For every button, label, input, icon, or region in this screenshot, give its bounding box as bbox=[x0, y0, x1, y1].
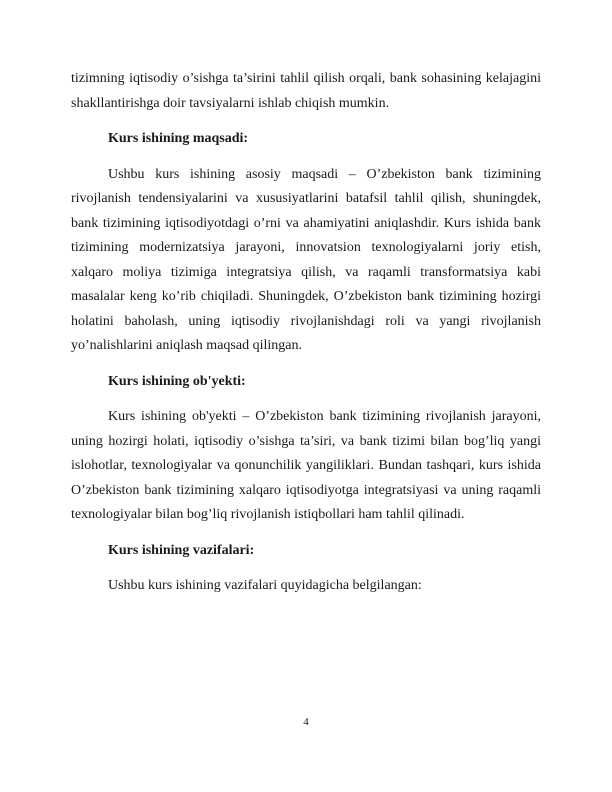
heading-goal: Kurs ishining maqsadi: bbox=[108, 131, 249, 146]
paragraph-tasks: Ushbu kurs ishining vazifalari quyidagicha belgilangan: bbox=[108, 578, 422, 593]
document-page bbox=[71, 67, 541, 610]
paragraph-goal: Ushbu kurs ishining asosiy maqsadi – O’zbekiston bank tizimining rivojlanish tendensiyalarini va xususiyatlarini batafsil tahlil qilish, shuningdek, bank tizimining iqtisodiyotdagi o’rni va ahamiyatini aniqlashdir. Kurs ishida bank tizimining modernizatsiya jarayoni, innovatsion texnologiyalarni joriy etish, xalqaro moliya tizimiga integratsiya qilish, va raqamli transformatsiya kabi masalalar keng ko’rib chiqiladi. Shuningdek, O’zbekiston bank tizimining hozirgi holatini baholash, uning iqtisodiy rivojlanishdagi roli va yangi rivojlanish yo’nalishlarini aniqlash maqsad qilingan. bbox=[71, 166, 541, 353]
page-number: 4 bbox=[303, 716, 309, 728]
heading-object: Kurs ishining ob'yekti: bbox=[108, 373, 246, 389]
paragraph-object: Kurs ishining ob'yekti – O’zbekiston bank tizimining rivojlanish jarayoni, uning hozirgi holati, iqtisodiy o’sishga ta’siri, va bank tizimi bilan bog’liq yangi islohotlar, texnologiyalar va qonunchilik yangiliklari. Bundan tashqari, kurs ishida O’zbekiston bank tizimining xalqaro iqtisodiyotga integratsiyasi va uning raqamli texnologiyalar bilan bog’liq rivojlanish istiqbollari ham tahlil qilinadi. bbox=[71, 409, 541, 522]
paragraph-intro: tizimning iqtisodiy o’sishga ta’sirini tahlil qilish orqali, bank sohasining kelajagini shakllantirishga doir tavsiyalarni ishlab chiqish mumkin. bbox=[71, 71, 541, 111]
heading-tasks: Kurs ishining vazifalari: bbox=[108, 542, 255, 558]
